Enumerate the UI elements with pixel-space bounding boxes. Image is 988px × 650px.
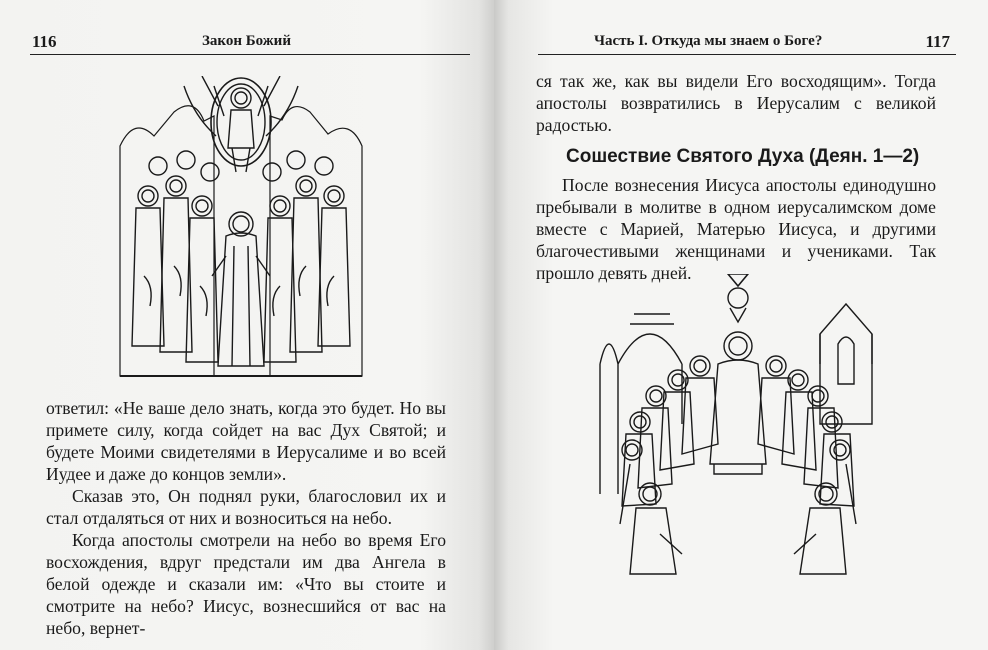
section-title: Сошествие Святого Духа (Деян. 1—2): [566, 146, 920, 167]
right-running-title: Часть I. Откуда мы знаем о Боге?: [594, 33, 823, 49]
continued-text: [536, 70, 936, 136]
left-page-text: [46, 397, 446, 639]
paragraph: После вознесения Иисуса апостолы единодушно пребывали в молитве в одном иерусалимском доме вместе с Марией, Матерью Иисуса, и другими благочестивыми женщинами и учениками. Так прошло девять дней.: [536, 175, 936, 283]
ascension-illustration: [114, 76, 368, 386]
right-page-header: [538, 30, 956, 55]
paragraph: ся так же, как вы видели Его восходящим». Тогда апостолы возвратились в Иерусалим с великой радостью.: [536, 71, 936, 135]
paragraph: Когда апостолы смотрели на небо во время Его восхождения, вдруг предстали им два Ангела в белой одежде и сказали им: «Что вы стоите и смотрите на небо? Иисус, вознесшийся от вас на небо, вернет-: [46, 530, 446, 638]
paragraph: ответил: «Не ваше дело знать, когда это будет. Но вы примете силу, когда сойдет на вас Дух Святой; и будете Моими свидетелями в Иерусалиме и во всей Иудее и даже до концов земли».: [46, 398, 446, 484]
paragraph: Сказав это, Он поднял руки, благословил их и стал отдаляться от них и возноситься на небо.: [46, 486, 446, 528]
right-page-text: [536, 174, 936, 284]
right-page-number: 117: [925, 32, 950, 51]
right-page: [494, 0, 988, 650]
left-running-title: Закон Божий: [202, 33, 291, 49]
pentecost-illustration: [590, 274, 886, 584]
left-page-number: 116: [32, 32, 57, 51]
left-page-header: [30, 30, 470, 55]
